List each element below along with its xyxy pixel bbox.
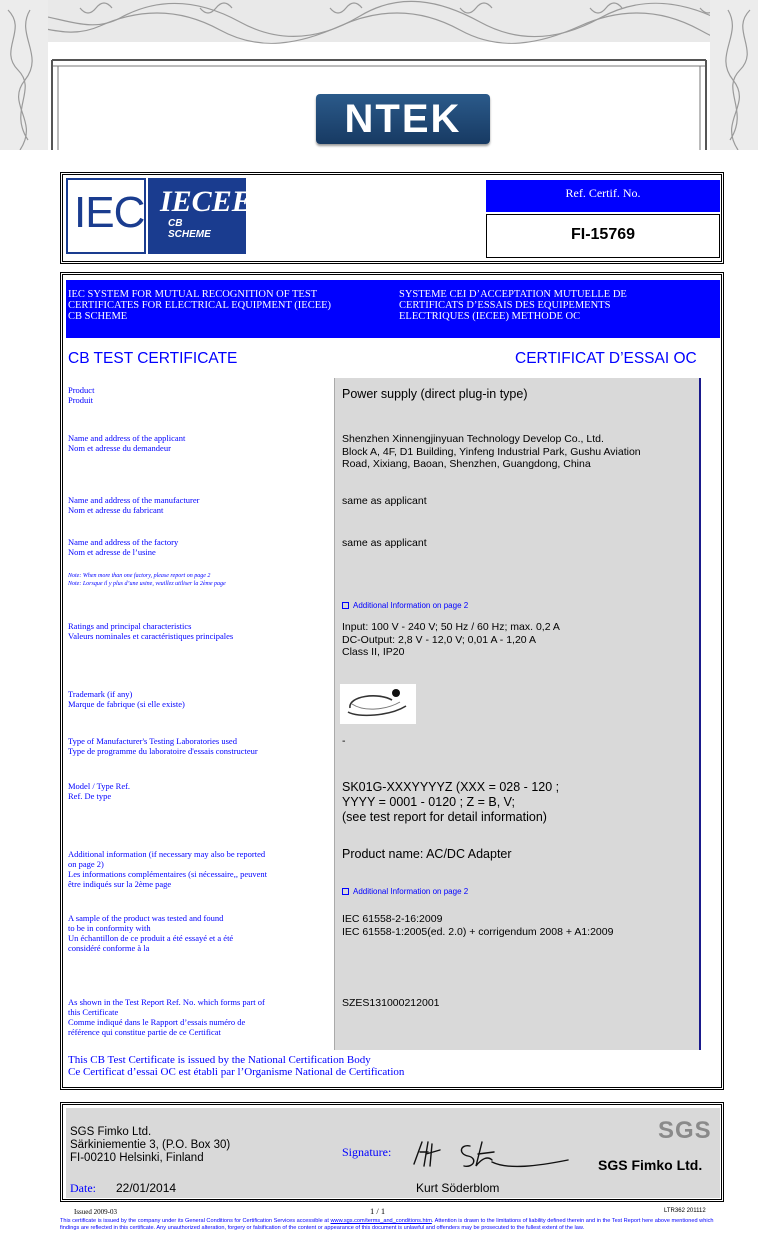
ratings-label: Ratings and principal characteristics Valeurs nominales et caractéristiques principales (68, 621, 234, 641)
manufacturer-label: Name and address of the manufacturer Nom et adresse du fabricant (68, 495, 200, 515)
cb-test-certificate-title: CB TEST CERTIFICATE (68, 350, 238, 367)
iecee-logo-text: IECEE (160, 185, 252, 218)
product-value: Power supply (direct plug-in type) (342, 387, 528, 401)
issued-date: Issued 2009-03 (74, 1208, 117, 1216)
cb-scheme-logo-text: CB SCHEME (168, 218, 211, 240)
sgs-company-name: SGS Fimko Ltd. (598, 1157, 703, 1173)
certificat-essai-title: CERTIFICAT D’ESSAI OC (515, 350, 697, 367)
page-number: 1 / 1 (370, 1206, 386, 1216)
iec-logo-text: IEC (74, 188, 145, 237)
form-code: LTR362 201112 (664, 1208, 706, 1214)
ref-certif-number: FI-15769 (570, 226, 636, 243)
signature-label: Signature: (342, 1145, 392, 1159)
trademark-logo-icon (340, 684, 416, 724)
ntek-logo-text: NTEK (344, 96, 462, 141)
checkbox-icon (342, 602, 349, 609)
sample-conformity-label: A sample of the product was tested and found to be in conformity with Un échantillon de ce produit a été essayé et a été considéré conforme à la (68, 913, 234, 953)
factory-label: Name and address of the factory Nom et adresse de l’usine (68, 537, 179, 557)
model-value: SK01G-XXXYYYYZ (XXX = 028 - 120 ; YYYY = 0001 - 0120 ; Z = B, V; (see test report for detail information) (342, 780, 560, 824)
handwritten-signature (408, 1136, 578, 1174)
signer-name: Kurt Söderblom (416, 1181, 500, 1195)
scheme-text-fr: SYSTEME CEI D’ACCEPTATION MUTUELLE DE CERTIFICATS D’ESSAIS DES EQUIPEMENTS ELECTRIQUES (IECEE) METHODE OC (399, 289, 627, 322)
programme-label: Type of Manufacturer's Testing Laboratories used Type de programme du laboratoire d'essais constructeur (68, 736, 258, 756)
ref-certif-label: Ref. Certif. No. (565, 186, 641, 200)
factory-note: Note: When more than one factory, please report on page 2 Note: Lorsque il y plus d’une usine, veuillez utiliser la 2ème page (68, 573, 226, 587)
issuance-statement: This CB Test Certificate is issued by the National Certification Body Ce Certificat d’essai OC est établi par l’Organisme National de Certification (68, 1054, 405, 1078)
additional-info-checkbox-1: Additional Information on page 2 (342, 601, 468, 610)
checkbox-icon (342, 888, 349, 895)
test-report-number: SZES131000212001 (342, 997, 440, 1009)
additional-info-value: Product name: AC/DC Adapter (342, 847, 512, 861)
date-value: 22/01/2014 (116, 1181, 177, 1195)
standards-value: IEC 61558-2-16:2009 IEC 61558-1:2005(ed. 2.0) + corrigendum 2008 + A1:2009 (342, 913, 614, 938)
factory-value: same as applicant (342, 537, 427, 549)
scheme-text-en: IEC SYSTEM FOR MUTUAL RECOGNITION OF TEST CERTIFICATES FOR ELECTRICAL EQUIPMENT (IECEE) CB SCHEME (68, 289, 332, 322)
manufacturer-value: same as applicant (342, 495, 427, 507)
ratings-value: Input: 100 V - 240 V; 50 Hz / 60 Hz; max. 0,2 A DC-Output: 2,8 V - 12,0 V; 0,01 A - 1,20 A Class II, IP20 (342, 621, 560, 658)
product-label: Product Produit (68, 385, 95, 405)
applicant-label: Name and address of the applicant Nom et adresse du demandeur (68, 433, 186, 453)
additional-info-label: Additional information (if necessary may also be reported on page 2) Les informations complémentaires (si nécessaire,, peuvent être indiqués sur la 2ème page (68, 849, 267, 889)
applicant-value: Shenzhen Xinnengjinyuan Technology Develop Co., Ltd. Block A, 4F, D1 Building, Yinfeng Industrial Park, Gushu Aviation Road, Xixiang, Baoan, Shenzhen, Guangdong, China (342, 433, 641, 470)
test-report-label: As shown in the Test Report Ref. No. which forms part of this Certificate Comme indiqué dans le Rapport d’essais numéro de référence qui constitue partie de ce Certificat (68, 997, 265, 1037)
sgs-logo: SGS (658, 1117, 712, 1144)
programme-value: - (342, 735, 346, 747)
additional-info-checkbox-2: Additional Information on page 2 (342, 887, 468, 896)
ntek-logo (316, 94, 490, 144)
certification-body-address: SGS Fimko Ltd. Särkiniementie 3, (P.O. Box 30) FI-00210 Helsinki, Finland (70, 1126, 231, 1164)
trademark-label: Trademark (if any) Marque de fabrique (si elle existe) (68, 689, 185, 709)
legal-disclaimer: This certificate is issued by the company under its General Conditions for Certification Services accessible at www.sgs.com/terms_and_conditions.htm. Attention is drawn to the limitations of liability defined therein and in the Test Report here above mentioned which findings are reflected in this certificate. Any unauthorized alteration, forgery or falsification of the content or appearance of this document is unlawful and offenders may be prosecuted to the fullest extent of the law. (60, 1218, 714, 1231)
model-label: Model / Type Ref. Ref. De type (68, 781, 131, 801)
date-label: Date: (70, 1181, 96, 1195)
terms-link[interactable]: www.sgs.com/terms_and_conditions.htm (330, 1218, 432, 1224)
